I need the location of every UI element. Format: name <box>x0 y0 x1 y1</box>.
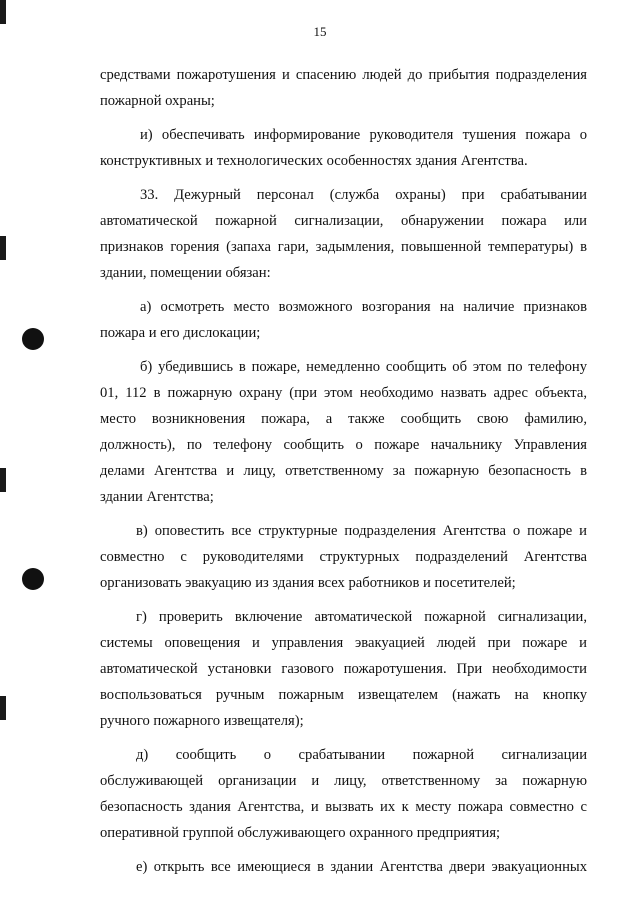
text-line: пожара и его дислокации; <box>100 325 261 341</box>
paragraph <box>100 122 587 174</box>
text-line: е) открыть все имеющиеся в здании Агентства двери эвакуационных <box>136 859 587 875</box>
text-line: пожарной охраны; <box>100 93 215 109</box>
text-line: б) убедившись в пожаре, немедленно сообщить об этом по телефону <box>140 359 587 375</box>
text-line: 01, 112 в пожарную охрану (при этом необходимо назвать адрес объекта, <box>100 385 587 401</box>
text-line: г) проверить включение автоматической пожарной сигнализации, <box>136 609 587 625</box>
text-line: обслуживающей организации и лицу, ответственному за пожарную <box>100 773 587 789</box>
text-line: д) сообщить о срабатывании пожарной сигнализации <box>136 747 587 763</box>
text-line: 33. Дежурный персонал (служба охраны) при срабатывании <box>140 187 587 203</box>
paragraph <box>100 518 587 596</box>
text-line: автоматической пожарной сигнализации, обнаружении пожара или <box>100 213 587 229</box>
paragraph <box>100 294 587 346</box>
text-line: безопасность здания Агентства, и вызвать их к месту пожара совместно с <box>100 799 587 815</box>
text-line: воспользоваться ручным пожарным извещателем (нажать на кнопку <box>100 687 587 703</box>
text-line: а) осмотреть место возможного возгорания на наличие признаков <box>140 299 587 315</box>
text-line: автоматической установки газового пожаротушения. При необходимости <box>100 661 587 677</box>
paragraph <box>100 62 587 114</box>
punch-hole-lower <box>22 568 44 590</box>
text-line: делами Агентства и лицу, ответственному за пожарную безопасность в <box>100 463 587 479</box>
scan-mark-lower <box>0 468 6 492</box>
text-line: признаков горения (запаха гари, задымления, повышенной температуры) в <box>100 239 587 255</box>
text-line: здании Агентства; <box>100 489 214 505</box>
paragraph <box>100 182 587 286</box>
text-line: системы оповещения и управления эвакуацией людей при пожаре и <box>100 635 587 651</box>
paragraph <box>100 742 587 846</box>
text-line: конструктивных и технологических особенностях здания Агентства. <box>100 153 528 169</box>
text-line: средствами пожаротушения и спасению людей до прибытия подразделения <box>100 67 587 83</box>
scan-mark-bottom <box>0 696 6 720</box>
punch-hole-upper <box>22 328 44 350</box>
text-line: место возникновения пожара, а также сообщить свою фамилию, <box>100 411 587 427</box>
paragraph <box>100 604 587 734</box>
text-line: ручного пожарного извещателя); <box>100 713 304 729</box>
scan-mark-top <box>0 0 6 24</box>
scan-mark-mid <box>0 236 6 260</box>
text-line: организовать эвакуацию из здания всех работников и посетителей; <box>100 575 516 591</box>
document-body <box>100 62 587 880</box>
text-line: в) оповестить все структурные подразделения Агентства о пожаре и <box>136 523 587 539</box>
text-line: здании, помещении обязан: <box>100 265 271 281</box>
text-line: оперативной группой обслуживающего охранного предприятия; <box>100 825 501 841</box>
text-line: совместно с руководителями структурных подразделений Агентства <box>100 549 587 565</box>
paragraph <box>100 854 587 880</box>
text-line: и) обеспечивать информирование руководителя тушения пожара о <box>140 127 587 143</box>
paragraph <box>100 354 587 510</box>
text-line: должность), по телефону сообщить о пожаре начальнику Управления <box>100 437 587 453</box>
page-number: 15 <box>313 24 327 39</box>
